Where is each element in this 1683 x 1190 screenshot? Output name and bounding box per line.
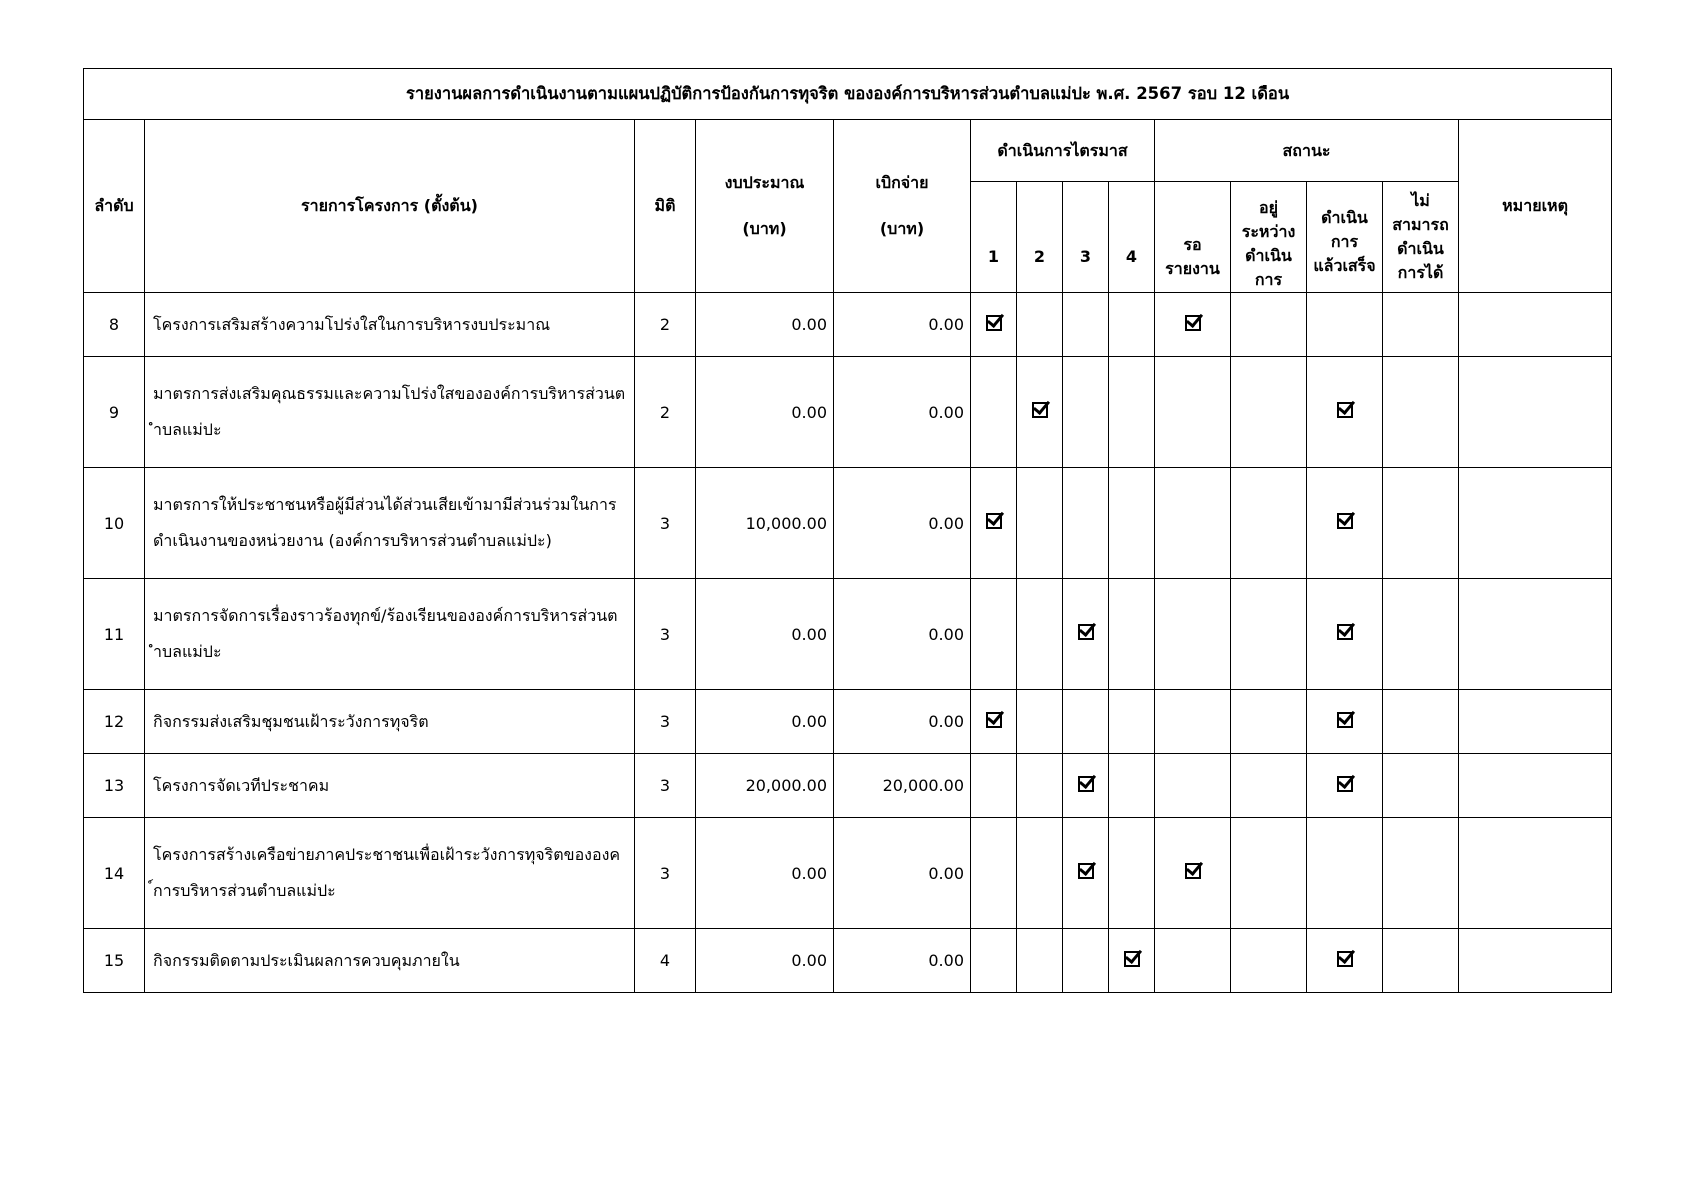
budget-value: 0.00 [696, 690, 834, 754]
quarter-3-cell [1063, 690, 1109, 754]
spent-value: 0.00 [834, 579, 971, 690]
status-unable-cell [1383, 818, 1459, 929]
header-status-unable-line2: สามารถ [1392, 215, 1449, 234]
table-row [84, 293, 1612, 357]
project-name-line: มาตรการส่งเสริมคุณธรรมและความโปร่งใสขององค์การบริหารส่วนต [153, 384, 626, 403]
checked-box-icon [986, 315, 1002, 331]
project-name [145, 579, 635, 690]
row-number: 11 [84, 579, 145, 690]
header-dimension: มิติ [635, 120, 696, 293]
header-spent-line2: (บาท) [879, 219, 925, 238]
spent-value: 20,000.00 [834, 754, 971, 818]
quarter-4-cell [1109, 754, 1155, 818]
checked-box-icon [1337, 776, 1353, 792]
status-in-progress-cell [1231, 929, 1307, 993]
header-quarter-2: 2 [1017, 182, 1063, 293]
report-title: รายงานผลการดำเนินงานตามแผนปฏิบัติการป้องกันการทุจริต ขององค์การบริหารส่วนตำบลแม่ปะ พ.ศ. 2567 รอบ 12 เดือน [84, 69, 1612, 120]
quarter-3-cell [1063, 468, 1109, 579]
header-spent-line1: เบิกจ่าย [875, 173, 929, 192]
row-number: 9 [84, 357, 145, 468]
status-in-progress-cell [1231, 468, 1307, 579]
quarter-1-cell [971, 579, 1017, 690]
header-remark: หมายเหตุ [1459, 120, 1612, 293]
checked-box-icon [1337, 402, 1353, 418]
status-in-progress-cell [1231, 818, 1307, 929]
remark-cell [1459, 818, 1612, 929]
checked-box-icon [1078, 863, 1094, 879]
quarter-4-cell [1109, 929, 1155, 993]
header-quarter-1: 1 [971, 182, 1017, 293]
header-status-unable [1383, 182, 1459, 293]
project-name-line: โครงการเสริมสร้างความโปร่งใสในการบริหารงบประมาณ [153, 314, 551, 334]
status-done-cell [1307, 293, 1383, 357]
status-unable-cell [1383, 690, 1459, 754]
project-name-line: มาตรการจัดการเรื่องราวร้องทุกข์/ร้องเรียนขององค์การบริหารส่วนต [153, 606, 618, 625]
row-number: 13 [84, 754, 145, 818]
header-quarter-4: 4 [1109, 182, 1155, 293]
dimension-value: 2 [635, 293, 696, 357]
status-done-cell [1307, 579, 1383, 690]
header-budget-line1: งบประมาณ [724, 173, 805, 192]
header-status-done-line2: การ [1330, 232, 1359, 251]
checked-box-icon [1185, 315, 1201, 331]
status-waiting-cell [1155, 579, 1231, 690]
status-waiting-cell [1155, 754, 1231, 818]
status-unable-cell [1383, 579, 1459, 690]
row-number: 12 [84, 690, 145, 754]
report-table [83, 68, 1612, 993]
table-row [84, 579, 1612, 690]
header-budget-line2: (บาท) [742, 219, 787, 238]
table-row [84, 818, 1612, 929]
row-number: 8 [84, 293, 145, 357]
quarter-3-cell [1063, 293, 1109, 357]
budget-value: 0.00 [696, 357, 834, 468]
status-waiting-cell [1155, 293, 1231, 357]
checked-box-icon [1032, 402, 1048, 418]
dimension-value: 4 [635, 929, 696, 993]
remark-cell [1459, 754, 1612, 818]
table-row [84, 690, 1612, 754]
table-row [84, 357, 1612, 468]
dimension-value: 3 [635, 818, 696, 929]
dimension-value: 3 [635, 690, 696, 754]
header-status-done-line1: ดำเนิน [1321, 208, 1368, 227]
header-status-waiting-line1: รอ [1183, 235, 1202, 254]
quarter-4-cell [1109, 293, 1155, 357]
quarter-1-cell [971, 293, 1017, 357]
status-in-progress-cell [1231, 754, 1307, 818]
project-name-line: กิจกรรมส่งเสริมชุมชนเฝ้าระวังการทุจริต [153, 711, 429, 731]
budget-value: 0.00 [696, 579, 834, 690]
dimension-value: 2 [635, 357, 696, 468]
remark-cell [1459, 690, 1612, 754]
project-name [145, 754, 635, 818]
project-name [145, 468, 635, 579]
status-done-cell [1307, 468, 1383, 579]
status-done-cell [1307, 929, 1383, 993]
header-status-waiting [1155, 182, 1231, 293]
header-spent [834, 120, 971, 293]
budget-value: 20,000.00 [696, 754, 834, 818]
quarter-4-cell [1109, 468, 1155, 579]
header-quarter-group: ดำเนินการไตรมาส [971, 120, 1155, 182]
quarter-4-cell [1109, 690, 1155, 754]
header-status-unable-line1: ไม่ [1411, 191, 1430, 210]
status-waiting-cell [1155, 690, 1231, 754]
header-status-in-progress [1231, 182, 1307, 293]
remark-cell [1459, 468, 1612, 579]
checked-box-icon [1337, 513, 1353, 529]
table-row [84, 929, 1612, 993]
project-name-line: โครงการสร้างเครือข่ายภาคประชาชนเพื่อเฝ้าระวังการทุจริตขององค [153, 845, 621, 864]
project-name-line: มาตรการให้ประชาชนหรือผู้มีส่วนได้ส่วนเสียเข้ามามีส่วนร่วมในการ [153, 495, 617, 514]
status-done-cell [1307, 357, 1383, 468]
header-status-unable-line4: การได้ [1397, 263, 1444, 282]
status-waiting-cell [1155, 818, 1231, 929]
header-status-in-progress-line2: ระหว่าง [1241, 222, 1296, 241]
checked-box-icon [986, 712, 1002, 728]
spent-value: 0.00 [834, 818, 971, 929]
status-unable-cell [1383, 929, 1459, 993]
checked-box-icon [1185, 863, 1201, 879]
spent-value: 0.00 [834, 690, 971, 754]
budget-value: 0.00 [696, 818, 834, 929]
project-name [145, 818, 635, 929]
project-name-line: ์การบริหารส่วนตำบลแม่ปะ [153, 881, 336, 900]
quarter-1-cell [971, 754, 1017, 818]
spent-value: 0.00 [834, 293, 971, 357]
checked-box-icon [1078, 776, 1094, 792]
quarter-2-cell [1017, 293, 1063, 357]
spent-value: 0.00 [834, 468, 971, 579]
status-done-cell [1307, 690, 1383, 754]
checked-box-icon [1124, 951, 1140, 967]
remark-cell [1459, 579, 1612, 690]
header-status-in-progress-line1: อยู่ [1259, 198, 1278, 217]
quarter-1-cell [971, 929, 1017, 993]
budget-value: 0.00 [696, 929, 834, 993]
project-name-line: กิจกรรมติดตามประเมินผลการควบคุมภายใน [153, 950, 460, 970]
quarter-3-cell [1063, 579, 1109, 690]
quarter-1-cell [971, 357, 1017, 468]
header-quarter-3: 3 [1063, 182, 1109, 293]
project-name [145, 690, 635, 754]
header-status-done [1307, 182, 1383, 293]
remark-cell [1459, 293, 1612, 357]
checked-box-icon [1337, 624, 1353, 640]
project-name [145, 357, 635, 468]
status-waiting-cell [1155, 929, 1231, 993]
status-unable-cell [1383, 468, 1459, 579]
budget-value: 0.00 [696, 293, 834, 357]
quarter-1-cell [971, 468, 1017, 579]
header-status-waiting-line2: รายงาน [1165, 259, 1220, 278]
quarter-2-cell [1017, 579, 1063, 690]
quarter-3-cell [1063, 818, 1109, 929]
quarter-2-cell [1017, 468, 1063, 579]
header-status-in-progress-line4: การ [1254, 270, 1283, 289]
quarter-2-cell [1017, 357, 1063, 468]
dimension-value: 3 [635, 754, 696, 818]
quarter-1-cell [971, 690, 1017, 754]
status-done-cell [1307, 818, 1383, 929]
status-unable-cell [1383, 754, 1459, 818]
project-name [145, 929, 635, 993]
checked-box-icon [1337, 951, 1353, 967]
header-budget [696, 120, 834, 293]
spent-value: 0.00 [834, 929, 971, 993]
status-in-progress-cell [1231, 357, 1307, 468]
status-unable-cell [1383, 357, 1459, 468]
checked-box-icon [1337, 712, 1353, 728]
report-body [84, 293, 1612, 993]
checked-box-icon [986, 513, 1002, 529]
row-number: 10 [84, 468, 145, 579]
row-number: 15 [84, 929, 145, 993]
quarter-4-cell [1109, 579, 1155, 690]
project-name-line: โครงการจัดเวทีประชาคม [153, 775, 330, 795]
quarter-2-cell [1017, 818, 1063, 929]
status-waiting-cell [1155, 468, 1231, 579]
quarter-3-cell [1063, 754, 1109, 818]
project-name-line: ำบลแม่ปะ [153, 642, 222, 661]
header-status-in-progress-line3: ดำเนิน [1245, 246, 1292, 265]
remark-cell [1459, 357, 1612, 468]
quarter-2-cell [1017, 754, 1063, 818]
project-name-line: ดำเนินงานของหน่วยงาน (องค์การบริหารส่วนตำบลแม่ปะ) [153, 531, 552, 550]
header-status-unable-line3: ดำเนิน [1397, 239, 1444, 258]
table-row [84, 754, 1612, 818]
quarter-2-cell [1017, 929, 1063, 993]
budget-value: 10,000.00 [696, 468, 834, 579]
project-name-line: ำบลแม่ปะ [153, 420, 222, 439]
status-waiting-cell [1155, 357, 1231, 468]
dimension-value: 3 [635, 468, 696, 579]
quarter-3-cell [1063, 357, 1109, 468]
project-name [145, 293, 635, 357]
checked-box-icon [1078, 624, 1094, 640]
quarter-3-cell [1063, 929, 1109, 993]
status-unable-cell [1383, 293, 1459, 357]
header-status-group: สถานะ [1155, 120, 1459, 182]
table-row [84, 468, 1612, 579]
status-in-progress-cell [1231, 293, 1307, 357]
spent-value: 0.00 [834, 357, 971, 468]
quarter-2-cell [1017, 690, 1063, 754]
quarter-4-cell [1109, 818, 1155, 929]
header-project: รายการโครงการ (ตั้งต้น) [145, 120, 635, 293]
status-in-progress-cell [1231, 690, 1307, 754]
remark-cell [1459, 929, 1612, 993]
header-status-done-line3: แล้วเสร็จ [1313, 256, 1376, 275]
quarter-1-cell [971, 818, 1017, 929]
header-order: ลำดับ [84, 120, 145, 293]
row-number: 14 [84, 818, 145, 929]
status-done-cell [1307, 754, 1383, 818]
status-in-progress-cell [1231, 579, 1307, 690]
quarter-4-cell [1109, 357, 1155, 468]
dimension-value: 3 [635, 579, 696, 690]
